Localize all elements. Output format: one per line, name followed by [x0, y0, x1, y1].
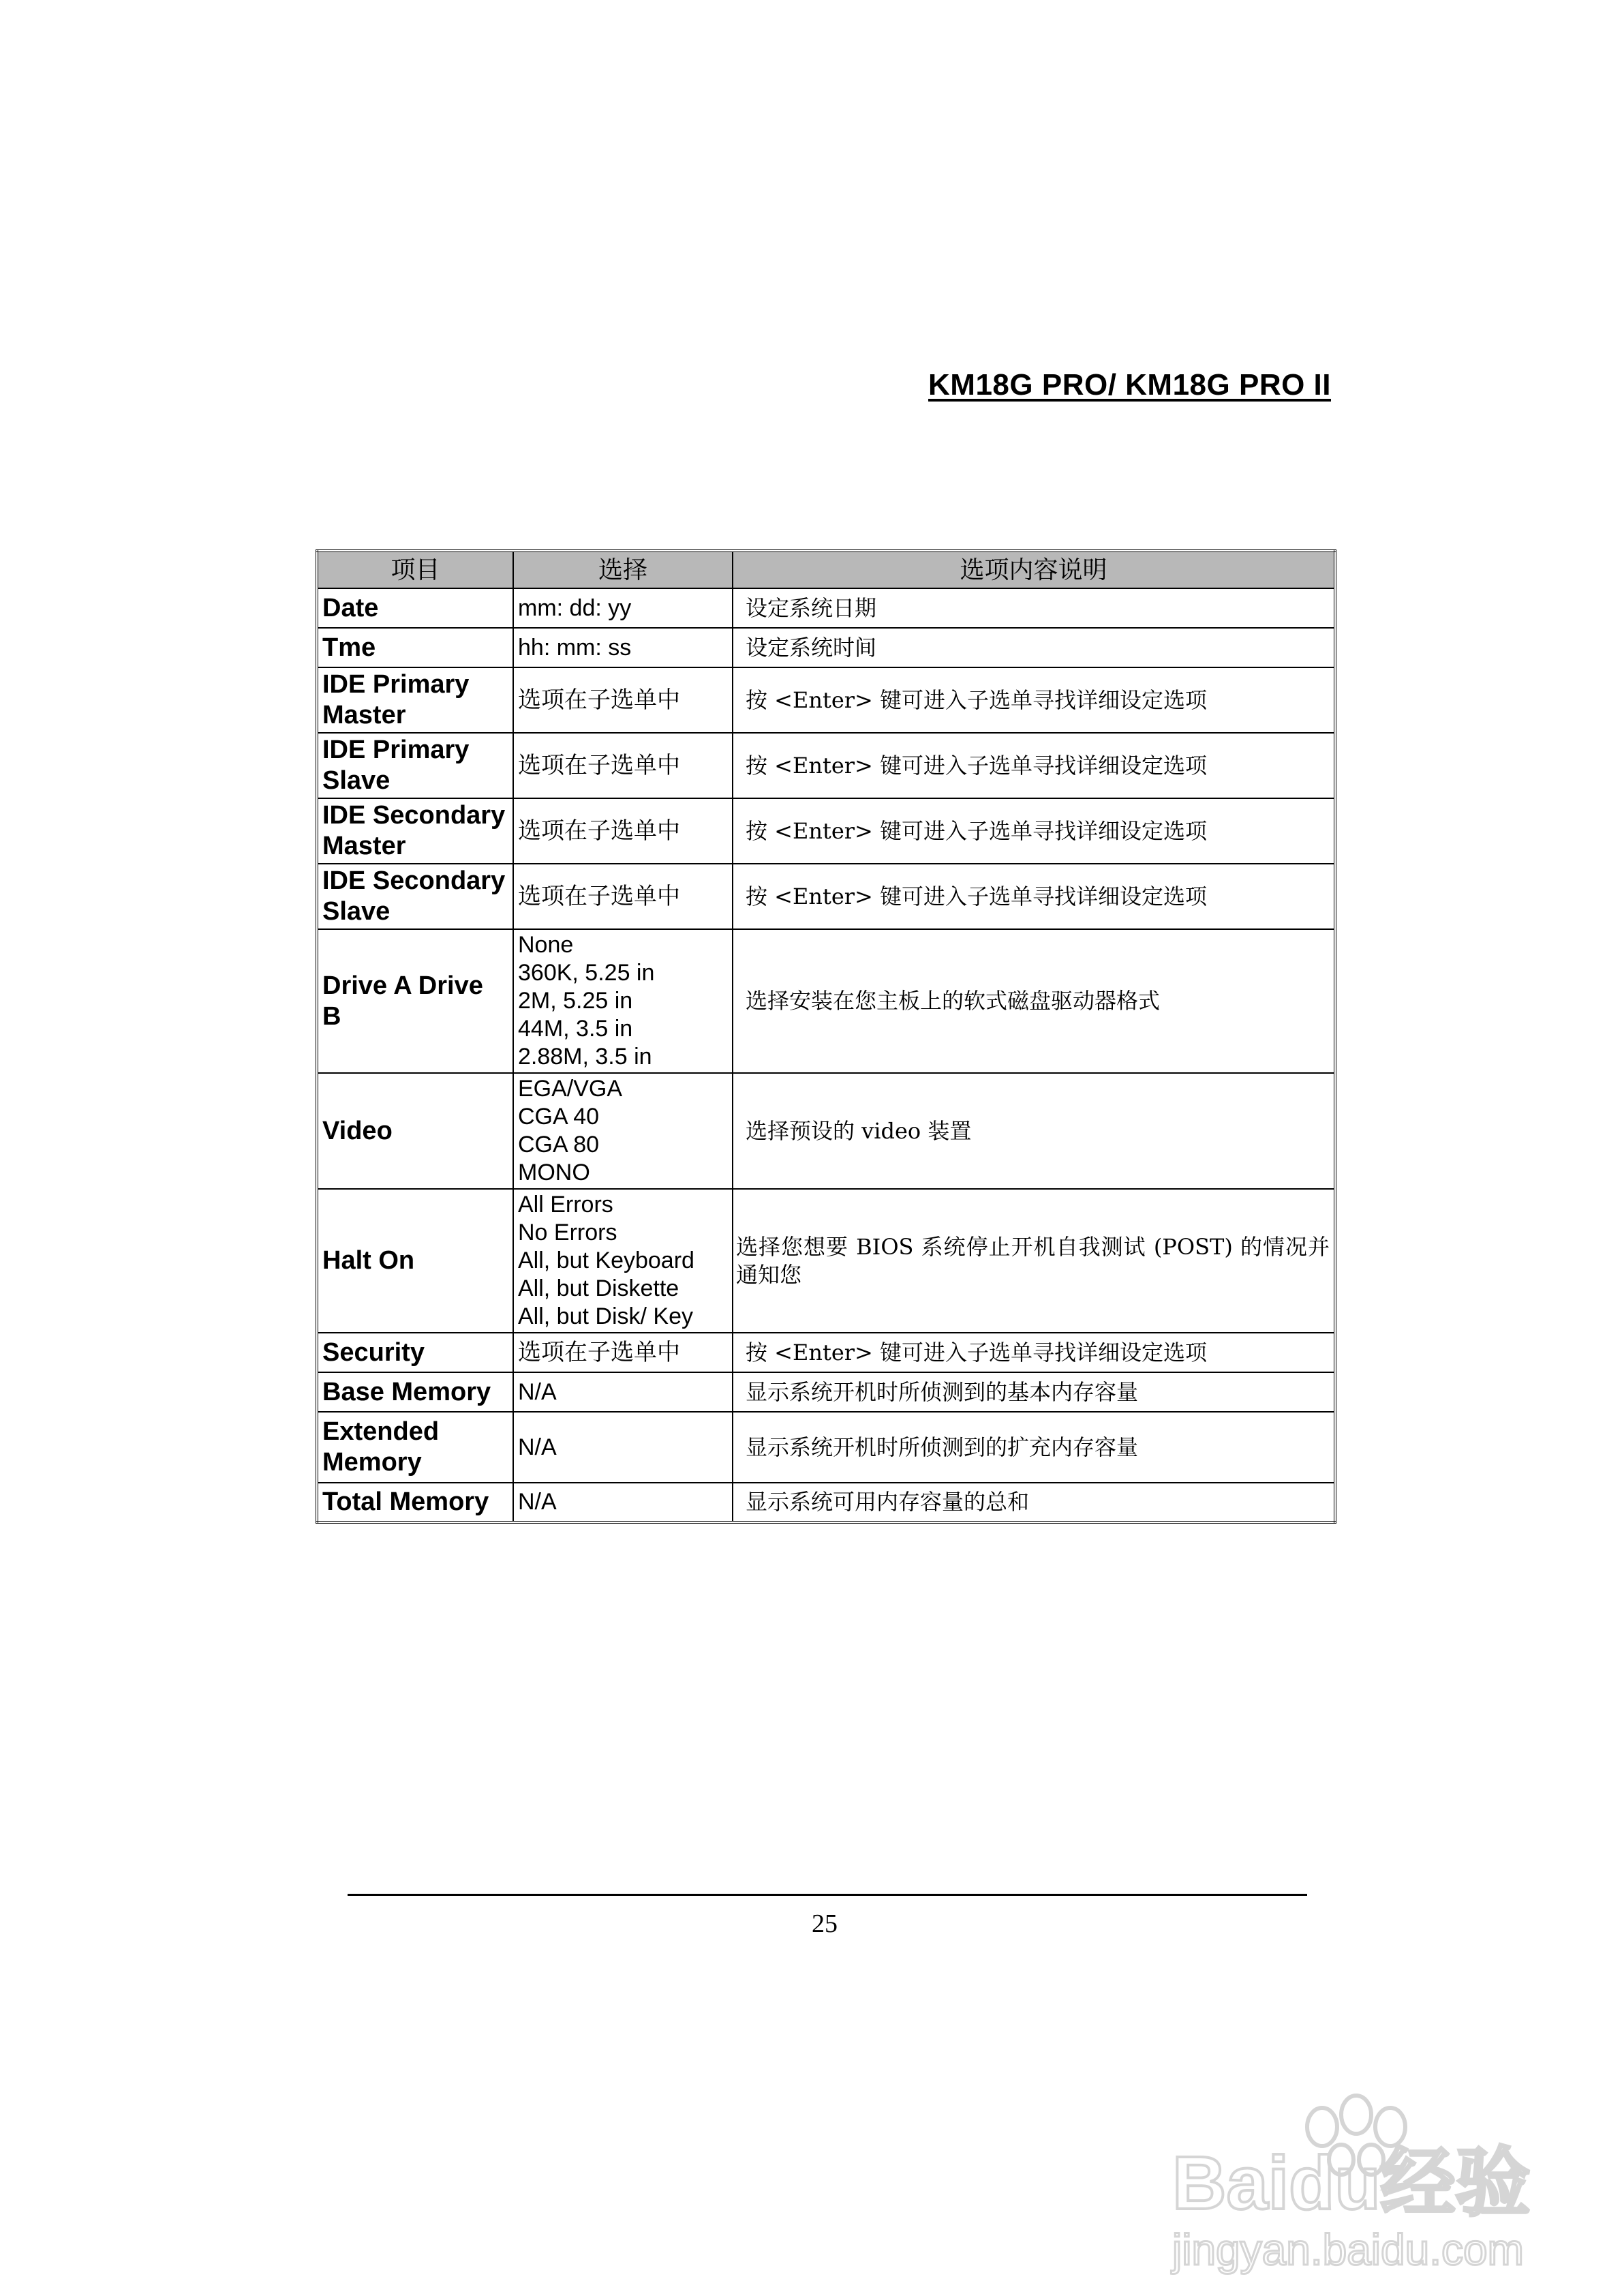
choice-option: 44M, 3.5 in	[518, 1016, 633, 1042]
table-row	[317, 1483, 1335, 1522]
choice-cell	[513, 1073, 733, 1189]
description-cell: 显示系统开机时所侦测到的基本内存容量	[733, 1372, 1335, 1412]
document-header-title: KM18G PRO/ KM18G PRO II	[928, 368, 1331, 402]
table-row	[317, 1073, 1335, 1189]
description-cell: 选择您想要 BIOS 系统停止开机自我测试 (POST) 的情况并通知您	[733, 1189, 1335, 1333]
watermark-brand-text: Baidu经验	[1172, 2141, 1531, 2225]
description-cell: 选择安装在您主板上的软式磁盘驱动器格式	[733, 929, 1335, 1073]
description-cell: 按 <Enter> 键可进入子选单寻找详细设定选项	[733, 733, 1335, 798]
description-cell: 按 <Enter> 键可进入子选单寻找详细设定选项	[733, 798, 1335, 864]
table-header-row	[317, 551, 1335, 588]
choice-option: 选项在子选单中	[518, 686, 680, 714]
choice-cell	[513, 1412, 733, 1483]
item-cell: Extended Memory	[317, 1412, 513, 1483]
choice-option: mm: dd: yy	[518, 594, 632, 621]
choice-option: EGA/VGA	[518, 1076, 623, 1102]
table-row	[317, 1412, 1335, 1483]
item-cell: IDE Primary Slave	[317, 733, 513, 798]
choice-cell	[513, 1333, 733, 1372]
choice-option: 选项在子选单中	[518, 1338, 680, 1366]
choice-cell	[513, 628, 733, 667]
choice-option: 2.88M, 3.5 in	[518, 1044, 652, 1070]
item-cell: Security	[317, 1333, 513, 1372]
table-row	[317, 667, 1335, 733]
table-row	[317, 1189, 1335, 1333]
choice-option: All Errors	[518, 1192, 613, 1218]
item-cell: IDE Primary Master	[317, 667, 513, 733]
item-cell: Total Memory	[317, 1483, 513, 1522]
choice-option: 选项在子选单中	[518, 882, 680, 910]
choice-option: CGA 80	[518, 1132, 600, 1158]
choice-option: N/A	[518, 1489, 557, 1515]
item-cell: Base Memory	[317, 1372, 513, 1412]
choice-cell	[513, 929, 733, 1073]
choice-option: All, but Keyboard	[518, 1248, 694, 1273]
choice-cell	[513, 798, 733, 864]
choice-cell	[513, 1483, 733, 1522]
page-number: 25	[812, 1909, 838, 1938]
description-cell: 设定系统时间	[733, 628, 1335, 667]
choice-option: 360K, 5.25 in	[518, 960, 655, 986]
table-row	[317, 588, 1335, 628]
footer-divider	[348, 1894, 1307, 1896]
description-cell: 选择预设的 video 装置	[733, 1073, 1335, 1189]
choice-cell	[513, 1372, 733, 1412]
choice-cell	[513, 1189, 733, 1333]
item-cell: Video	[317, 1073, 513, 1189]
choice-option: 选项在子选单中	[518, 751, 680, 779]
description-cell: 按 <Enter> 键可进入子选单寻找详细设定选项	[733, 667, 1335, 733]
choice-cell	[513, 733, 733, 798]
choice-option: N/A	[518, 1378, 557, 1405]
item-cell: Tme	[317, 628, 513, 667]
description-cell: 按 <Enter> 键可进入子选单寻找详细设定选项	[733, 1333, 1335, 1372]
header-choice: 选择	[513, 551, 733, 588]
item-cell: Drive A Drive B	[317, 929, 513, 1073]
description-cell: 设定系统日期	[733, 588, 1335, 628]
choice-option: All, but Diskette	[518, 1275, 679, 1301]
choice-option: hh: mm: ss	[518, 634, 632, 661]
table-row	[317, 864, 1335, 929]
choice-option: MONO	[518, 1160, 590, 1185]
header-description: 选项内容说明	[733, 551, 1335, 588]
header-item: 项目	[317, 551, 513, 588]
table-row	[317, 733, 1335, 798]
bios-settings-table	[316, 549, 1336, 1524]
item-cell: Halt On	[317, 1189, 513, 1333]
choice-option: 选项在子选单中	[518, 817, 680, 845]
table-row	[317, 1372, 1335, 1412]
choice-option: None	[518, 932, 574, 958]
table-row	[317, 1333, 1335, 1372]
item-cell: IDE Secondary Slave	[317, 864, 513, 929]
table-row	[317, 798, 1335, 864]
choice-option: CGA 40	[518, 1104, 600, 1130]
choice-cell	[513, 667, 733, 733]
item-cell: Date	[317, 588, 513, 628]
choice-option: All, but Disk/ Key	[518, 1303, 693, 1329]
item-cell: IDE Secondary Master	[317, 798, 513, 864]
description-cell: 显示系统开机时所侦测到的扩充内存容量	[733, 1412, 1335, 1483]
watermark-url-text: jingyan.baidu.com	[1172, 2225, 1524, 2274]
choice-cell	[513, 588, 733, 628]
description-cell: 显示系统可用内存容量的总和	[733, 1483, 1335, 1522]
choice-cell	[513, 864, 733, 929]
choice-option: No Errors	[518, 1220, 617, 1245]
choice-option: N/A	[518, 1434, 557, 1460]
table-row	[317, 929, 1335, 1073]
table-row	[317, 628, 1335, 667]
baidu-watermark-logo	[1159, 2072, 1540, 2277]
description-cell: 按 <Enter> 键可进入子选单寻找详细设定选项	[733, 864, 1335, 929]
choice-option: 2M, 5.25 in	[518, 988, 633, 1014]
